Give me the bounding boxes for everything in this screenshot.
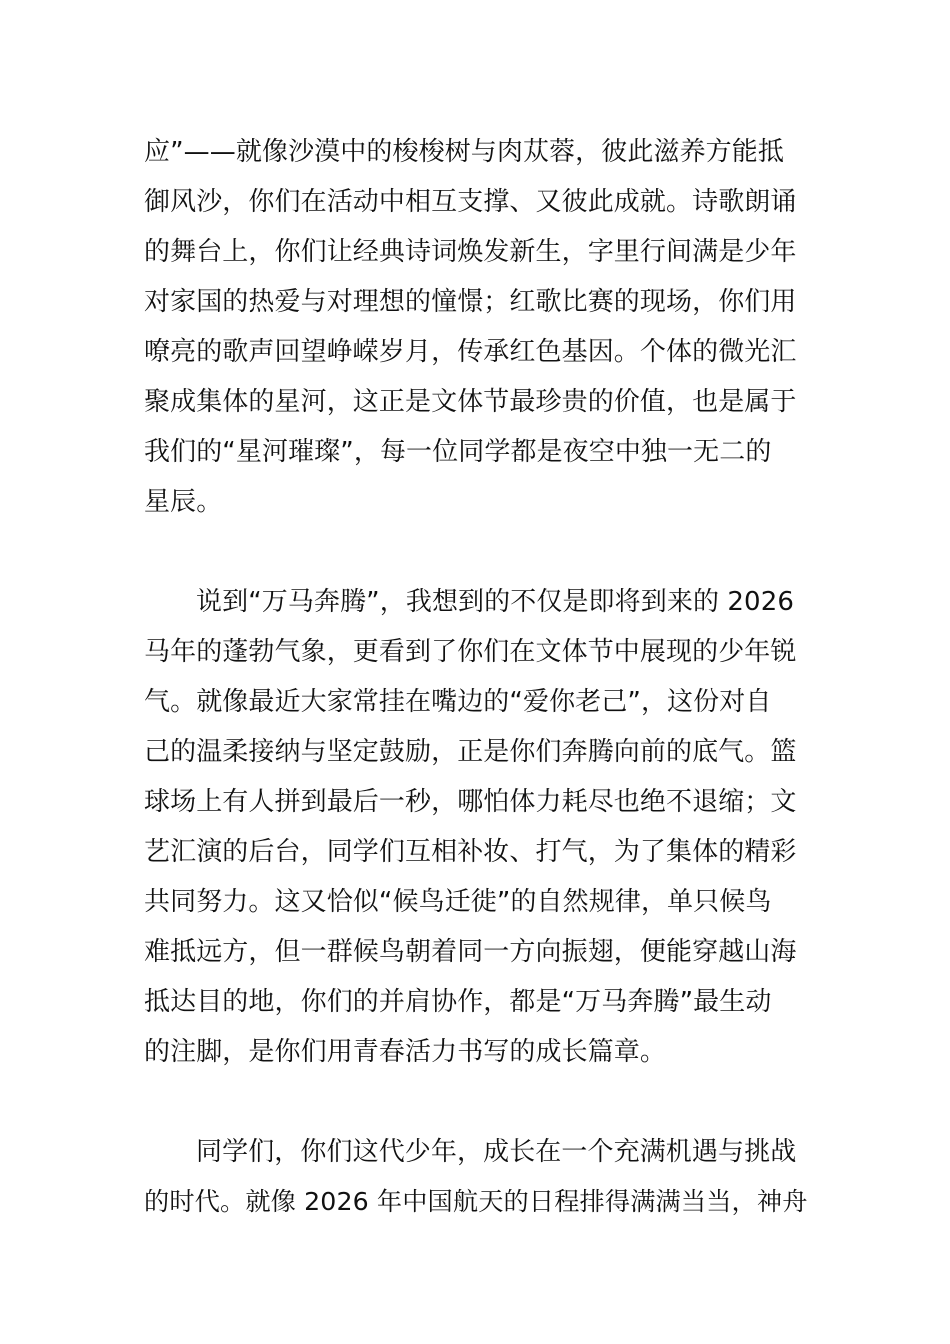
- text-line: 的舞台上，你们让经典诗词焕发新生，字里行间满是少年: [144, 237, 797, 267]
- text-line: 同学们，你们这代少年，成长在一个充满机遇与挑战: [196, 1137, 797, 1167]
- text-line: 抵达目的地，你们的并肩协作，都是“万马奔腾”最生动: [144, 987, 772, 1017]
- text-line: 的注脚，是你们用青春活力书写的成长篇章。: [144, 1037, 667, 1067]
- text-line: 嘹亮的歌声回望峥嵘岁月，传承红色基因。个体的微光汇: [144, 337, 797, 367]
- text-line: 马年的蓬勃气象，更看到了你们在文体节中展现的少年锐: [144, 637, 797, 667]
- text-line: 聚成集体的星河，这正是文体节最珍贵的价值，也是属于: [144, 387, 797, 417]
- text-line: 气。就像最近大家常挂在嘴边的“爱你老己”，这份对自: [144, 687, 772, 717]
- text-line: 难抵远方，但一群候鸟朝着同一方向振翅，便能穿越山海: [144, 937, 797, 967]
- text-line: 应”——就像沙漠中的梭梭树与肉苁蓉，彼此滋养方能抵: [144, 137, 784, 167]
- text-line: 艺汇演的后台，同学们互相补妆、打气，为了集体的精彩: [144, 837, 797, 867]
- text-line: 说到“万马奔腾”，我想到的不仅是即将到来的 2026: [196, 587, 794, 617]
- text-line: 球场上有人拼到最后一秒，哪怕体力耗尽也绝不退缩；文: [144, 787, 797, 817]
- paragraph-2: [144, 577, 808, 1077]
- text-line: 的时代。就像 2026 年中国航天的日程排得满满当当，神舟: [144, 1187, 808, 1216]
- text-line: 己的温柔接纳与坚定鼓励，正是你们奔腾向前的底气。篮: [144, 737, 797, 767]
- paragraph-gap: [144, 527, 808, 577]
- text-line: 对家国的热爱与对理想的憧憬；红歌比赛的现场，你们用: [144, 287, 797, 317]
- text-line: 星辰。: [144, 487, 223, 517]
- text-line: 御风沙，你们在活动中相互支撑、又彼此成就。诗歌朗诵: [144, 187, 797, 217]
- paragraph-3: [144, 1127, 808, 1227]
- text-line: 共同努力。这又恰似“候鸟迁徙”的自然规律，单只候鸟: [144, 887, 772, 917]
- paragraph-1: [144, 127, 808, 527]
- text-line: 我们的“星河璀璨”，每一位同学都是夜空中独一无二的: [144, 437, 772, 467]
- document-body: [144, 127, 808, 1227]
- paragraph-gap: [144, 1077, 808, 1127]
